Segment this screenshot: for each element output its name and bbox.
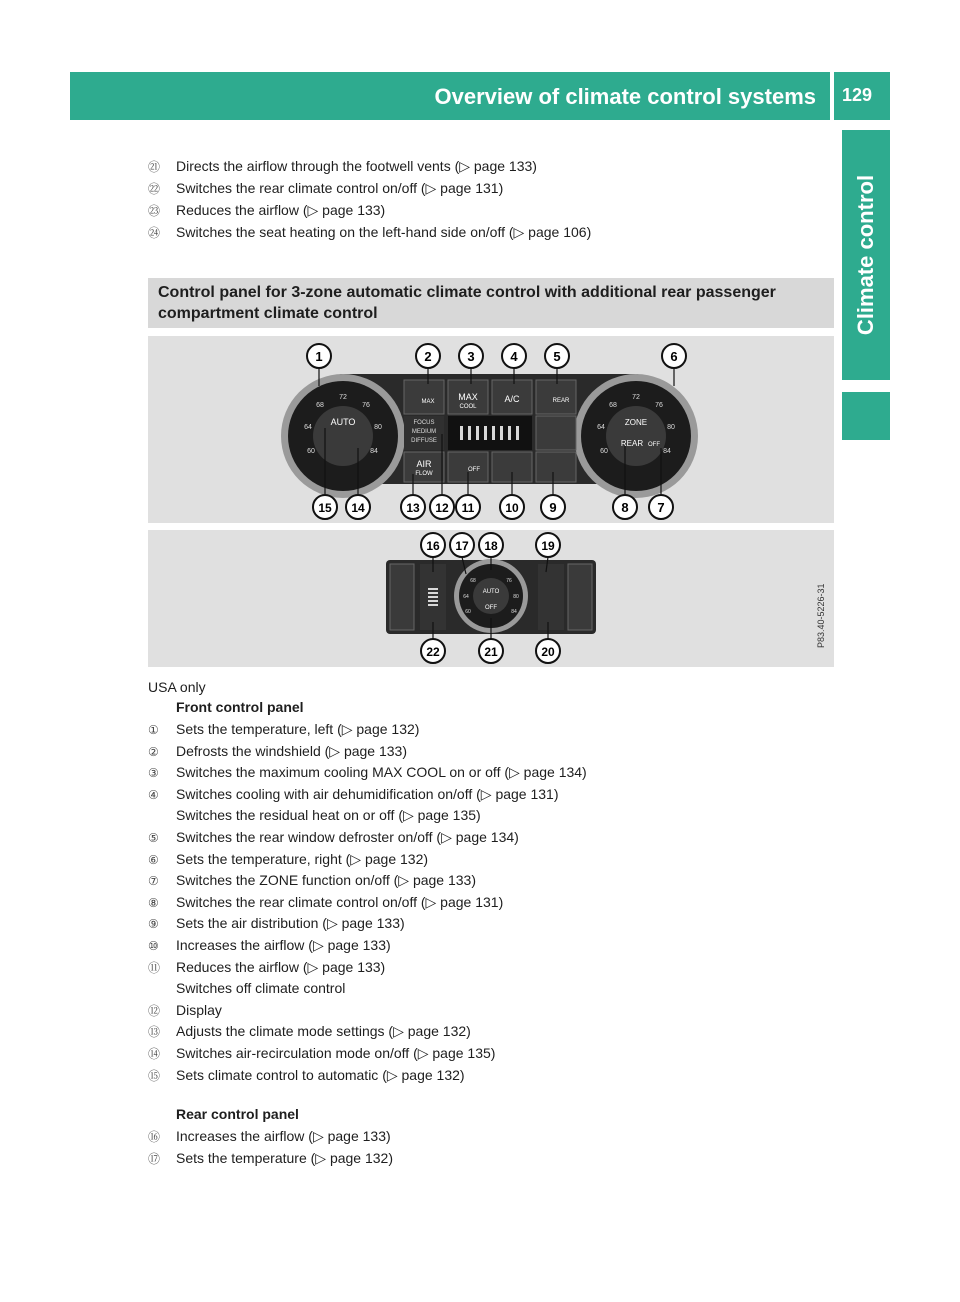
item-text: Increases the airflow (▷ page 133) [176,937,391,953]
callout-number: 21 [484,645,498,659]
callout-number: 19 [541,539,555,553]
usa-only-note: USA only [148,679,206,695]
callouts-bottom [313,495,673,519]
figure-code: P83.40-5226-31 [816,583,826,648]
dial-tick-label: 64 [304,424,312,431]
item-number: ⑭ [148,1047,161,1061]
item-number: ⑤ [148,831,159,845]
button-label: OFF [468,467,480,473]
dial-tick-label: 84 [370,448,378,455]
callout-number: 9 [549,500,557,515]
button-label: FOCUS [413,420,435,426]
callout-number: 11 [461,501,475,515]
callout-number: 2 [424,349,432,364]
item-number: ⑪ [148,960,161,975]
air-distribution-up-button[interactable] [536,416,576,450]
rear-off-label: OFF [648,442,660,448]
list-item [148,720,419,739]
item-text: Directs the airflow through the footwell vents (▷ page 133) [176,158,537,174]
item-text: Switches off climate control [176,980,346,997]
dial-tick-label: 68 [609,402,617,409]
list-item [148,850,428,869]
rear-panel-heading: Rear control panel [176,1106,299,1122]
item-number: ⑩ [148,939,159,953]
item-text: Reduces the airflow (▷ page 133) [176,202,386,218]
item-text: Switches the seat heating on the left-hand side on/off (▷ page 106) [176,224,592,240]
auto-label: AUTO [330,417,356,427]
button-label: MAX [421,399,435,405]
list-item [148,828,519,847]
item-text: Sets the temperature, right (▷ page 132) [176,850,429,867]
front-control-panel-illustration [148,336,834,523]
dial-tick-label: 76 [506,578,512,584]
callout-number: 18 [484,539,498,553]
dial-tick-label: 68 [470,578,476,584]
callout-number: 13 [406,501,420,515]
dial-tick-label: 60 [307,448,315,455]
list-item [148,201,385,220]
dial-tick-label: 60 [600,448,608,455]
max-defrost-button[interactable] [404,380,444,414]
section-heading-box [148,278,834,328]
button-label: REAR [552,398,570,404]
air-distribution-down-button[interactable] [536,452,576,482]
item-text: Sets climate control to automatic (▷ page 132) [176,1066,465,1083]
list-item [148,1066,465,1085]
item-number: ⑨ [148,917,159,932]
right-seat-heat-button[interactable] [568,564,592,630]
list-item [148,958,385,977]
front-panel-drawing [148,336,834,523]
item-number: ④ [148,787,159,802]
rear-panel-drawing [148,530,834,667]
chapter-header-title: Overview of climate control systems [434,84,816,109]
dial-tick-label: 64 [597,424,605,431]
dial-tick-label: 84 [663,448,671,455]
list-item [148,785,559,804]
list-item [148,936,391,955]
rear-control-panel-illustration [148,530,834,667]
button-label: A/C [504,394,520,404]
item-text: Defrosts the windshield (▷ page 133) [176,742,407,759]
list-item [148,871,476,890]
dial-tick-label: 72 [339,394,347,401]
page-number-box [834,72,890,120]
callout-number: 5 [553,349,561,364]
item-text: Increases the airflow (▷ page 133) [176,1128,391,1144]
item-number: ① [148,723,159,737]
dial-tick-label: 84 [511,609,517,615]
callout-number: 1 [315,349,323,364]
item-text: Switches the rear window defroster on/off (▷ page 134) [176,829,519,845]
button-label: MEDIUM [411,429,437,435]
button-label: DIFFUSE [411,438,437,444]
dial-tick-label: 76 [655,402,663,409]
list-item [148,979,345,997]
side-tab-label: Climate control [853,174,878,336]
callout-number: 7 [657,500,665,515]
list-item [148,1001,222,1020]
rear-off-label: OFF [485,605,497,611]
dial-tick-label: 76 [362,402,370,409]
list-item [148,914,405,933]
rear-defrost-button[interactable] [536,380,576,414]
dial-tick-label: 80 [513,594,519,600]
list-item [148,157,537,176]
item-number: ⑰ [148,1152,161,1166]
item-number: ㉑ [148,160,161,174]
item-text: Sets the temperature (▷ page 132) [176,1150,393,1166]
item-number: ㉔ [148,226,161,240]
item-text: Switches the rear climate control on/off (▷ page 131) [176,180,504,196]
side-tab-marker [842,392,890,440]
callout-number: 14 [351,501,365,515]
front-panel-heading: Front control panel [176,699,304,715]
item-text: Switches the residual heat on or off (▷ page 135) [176,807,481,824]
callout-number: 16 [426,539,440,553]
item-number: ㉒ [148,182,161,196]
item-number: ⑦ [148,874,159,889]
dial-tick-label: 68 [316,402,324,409]
dial-tick-label: 80 [667,424,675,431]
callout-number: 20 [541,645,555,659]
item-text: Sets the air distribution (▷ page 133) [176,915,405,932]
dial-tick-label: 64 [463,594,469,600]
callout-number: 3 [467,349,475,364]
callout-number: 8 [621,500,629,515]
list-item [148,1127,391,1146]
callout-number: 4 [510,349,518,364]
callout-number: 17 [455,539,469,553]
list-item [148,893,503,912]
side-chapter-tab[interactable] [842,130,890,380]
callout-number: 22 [426,645,440,659]
callouts-top [307,344,686,368]
rear-airflow-column [538,564,564,630]
list-item [148,806,481,824]
item-text: Switches the ZONE function on/off (▷ page 133) [176,872,477,889]
list-item [148,1044,495,1063]
list-item [148,763,587,782]
item-text: Switches cooling with air dehumidification on/off (▷ page 131) [176,785,559,802]
item-text: Switches the maximum cooling MAX COOL on or off (▷ page 134) [176,764,587,781]
item-number: ⑥ [148,852,159,867]
item-number: ③ [148,766,159,781]
list-item [148,179,503,198]
item-text: Sets the temperature, left (▷ page 132) [176,721,420,737]
dial-tick-label: 72 [632,394,640,401]
item-number: ② [148,744,159,759]
list-item [148,742,407,761]
item-text: Display [176,1001,222,1018]
dial-tick-label: 60 [465,609,471,615]
zone-label: ZONE [624,418,648,427]
left-dial-center [313,406,373,466]
chapter-header-bar [70,72,830,120]
button-label: COOL [459,404,477,410]
dial-tick-label: 80 [374,424,382,431]
button-label: FLOW [415,471,433,477]
left-seat-heat-button[interactable] [390,564,414,630]
item-number: ⑫ [148,1003,161,1018]
item-number: ㉓ [148,204,161,218]
item-text: Reduces the airflow (▷ page 133) [176,958,386,975]
list-item [148,1149,393,1168]
section-title: Control panel for 3-zone automatic climate control with additional rear passenger compartment climate control [158,284,776,322]
page-number: 129 [842,85,873,105]
rear-auto-label: AUTO [482,589,500,595]
item-number: ⑯ [148,1130,161,1144]
item-text: Switches air-recirculation mode on/off (▷ page 135) [176,1045,496,1061]
item-number: ⑬ [148,1025,161,1040]
item-number: ⑮ [148,1068,161,1083]
callout-number: 15 [318,501,332,515]
callout-number: 6 [670,349,678,364]
item-number: ⑧ [148,895,159,910]
callout-number: 12 [435,501,449,515]
right-dial-center [606,406,666,466]
button-label: MAX [458,392,478,402]
item-text: Switches the rear climate control on/off (▷ page 131) [176,893,504,910]
item-text: Adjusts the climate mode settings (▷ page 132) [176,1023,471,1040]
list-item [148,1022,471,1041]
rear-label: REAR [620,439,644,448]
callout-number: 10 [505,501,519,515]
list-item [148,223,591,242]
button-label: AIR [416,459,432,469]
